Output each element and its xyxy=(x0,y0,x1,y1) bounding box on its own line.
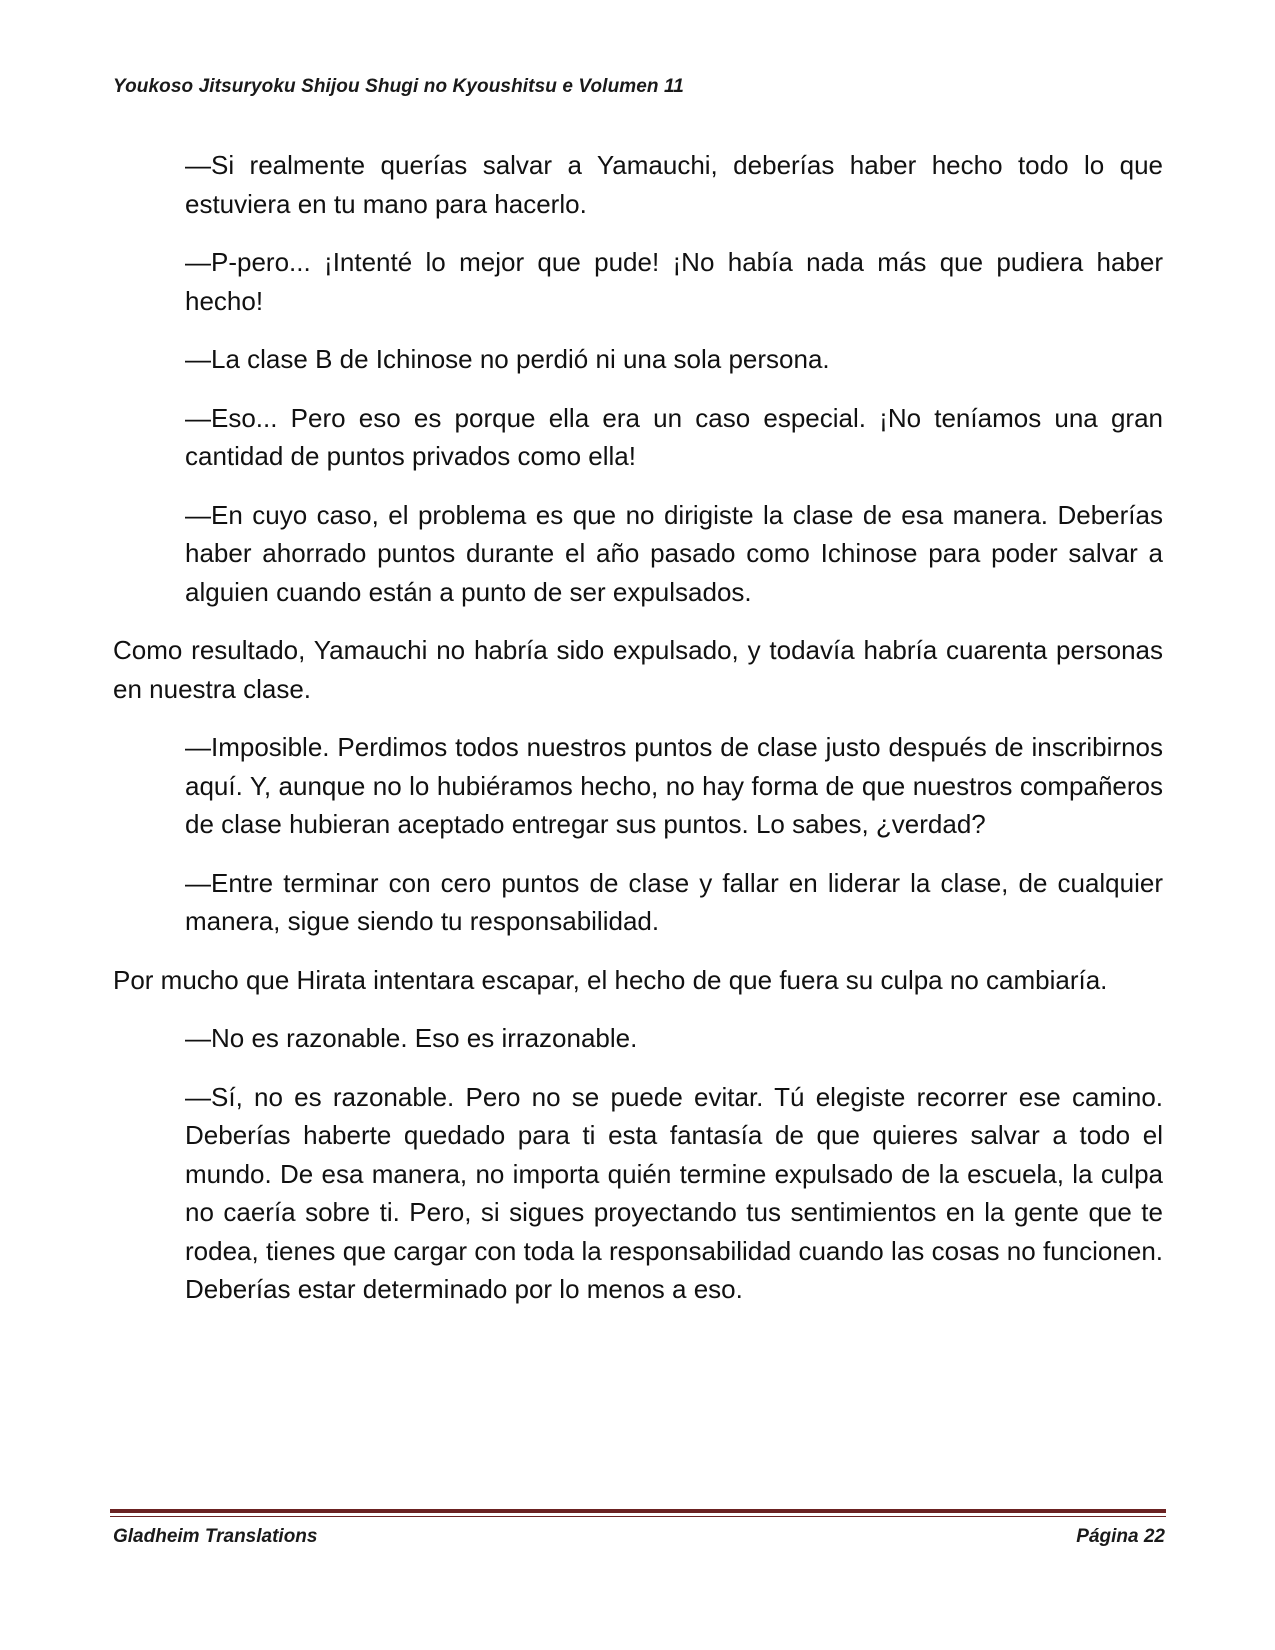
paragraph-dialogue: —Imposible. Perdimos todos nuestros puntos de clase justo después de inscribirnos aquí. Y, aunque no lo hubiéramos hecho, no hay forma de que nuestros compañeros de clase hubieran aceptado entregar sus puntos. Lo sabes, ¿verdad? xyxy=(185,732,1163,839)
running-header: Youkoso Jitsuryoku Shijou Shugi no Kyoushitsu e Volumen 11 xyxy=(113,76,684,97)
paragraph-dialogue: —La clase B de Ichinose no perdió ni una sola persona. xyxy=(185,344,830,374)
paragraph-narration: Como resultado, Yamauchi no habría sido expulsado, y todavía habría cuarenta personas en nuestra clase. xyxy=(113,635,1163,704)
footer-publisher: Gladheim Translations xyxy=(113,1526,318,1547)
footer-rule xyxy=(110,1509,1166,1513)
paragraph-narration: Por mucho que Hirata intentara escapar, el hecho de que fuera su culpa no cambiaría. xyxy=(113,964,1108,995)
footer-rule-thin xyxy=(110,1516,1166,1517)
paragraph-dialogue: —Eso... Pero eso es porque ella era un caso especial. ¡No teníamos una gran cantidad de puntos privados como ella! xyxy=(185,402,1163,471)
paragraph-dialogue: —Si realmente querías salvar a Yamauchi, deberías haber hecho todo lo que estuviera en tu mano para hacerlo. xyxy=(185,150,1163,219)
paragraph-dialogue: —Sí, no es razonable. Pero no se puede evitar. Tú elegiste recorrer ese camino. Deberías haberte quedado para ti esta fantasía de que quieres salvar a todo el mundo. De esa manera, no importa quién termine expulsado de la escuela, la culpa no caería sobre ti. Pero, si sigues proyectando tus sentimientos en la gente que te rodea, tienes que cargar con toda la responsabilidad cuando las cosas no funcionen. Deberías estar determinado por lo menos a eso. xyxy=(185,1081,1163,1304)
paragraph-dialogue: —P-pero... ¡Intenté lo mejor que pude! ¡No había nada más que pudiera haber hecho! xyxy=(185,247,1163,316)
paragraph-dialogue: —Entre terminar con cero puntos de clase y fallar en liderar la clase, de cualquier manera, sigue siendo tu responsabilidad. xyxy=(185,867,1163,936)
page-body xyxy=(113,146,1163,1329)
paragraph-dialogue: —No es razonable. Eso es irrazonable. xyxy=(185,1023,638,1053)
page-number: Página 22 xyxy=(1076,1526,1165,1547)
paragraph-dialogue: —En cuyo caso, el problema es que no dirigiste la clase de esa manera. Deberías haber ahorrado puntos durante el año pasado como Ichinose para poder salvar a alguien cuando están a punto de ser expulsados. xyxy=(185,499,1163,607)
